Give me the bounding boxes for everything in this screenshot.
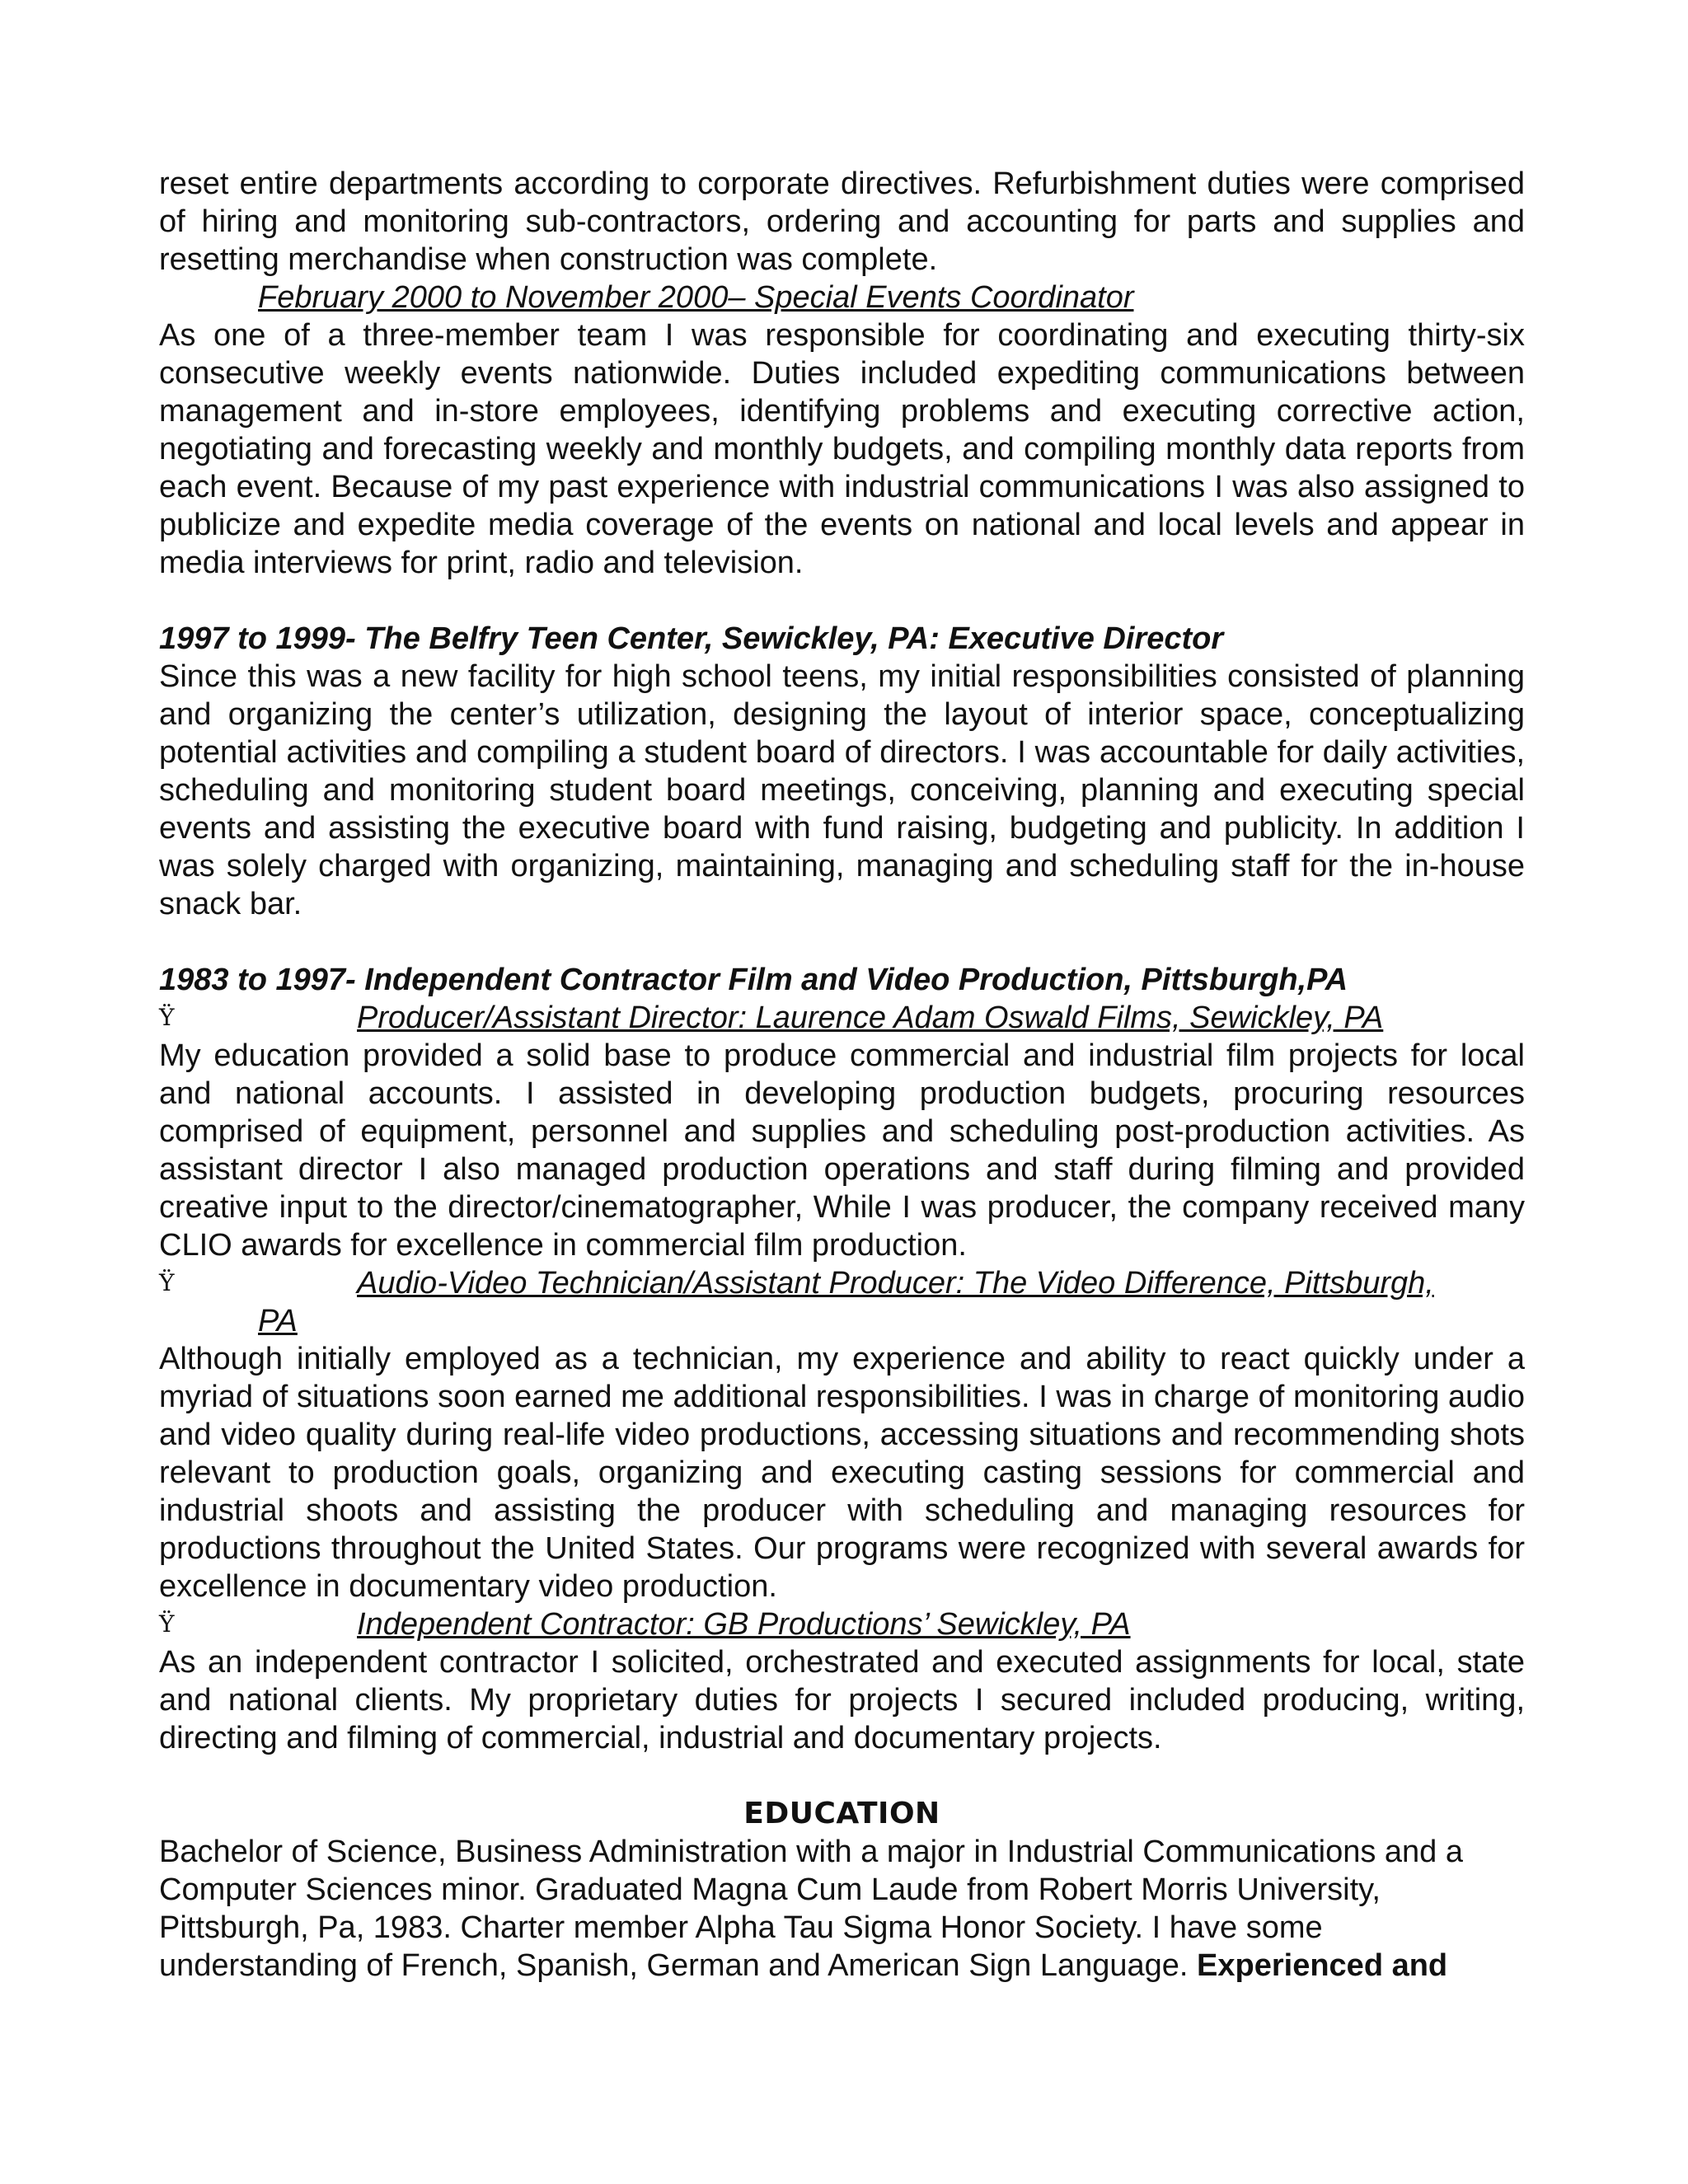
contractor-item-title: Independent Contractor: GB Productions’ Sewickley, PA [357,1607,1131,1642]
special-events-body: As one of a three-member team I was responsible for coordinating and executing thirty-six consecutive weekly events nationwide. Duties included expediting communications between management and in-store employees, identifying problems and executing corrective action, negotiating and forecasting weekly and monthly budgets, and compiling monthly data reports from each event. Because of my past experience with industrial communications I was also assigned to publicize and expedite media coverage of the events on national and local levels and appear in media interviews for print, radio and television. [159,318,1525,580]
belfry-body: Since this was a new facility for high school teens, my initial responsibilities consisted of planning and organizing the center’s utilization, designing the layout of interior space, conceptualizing potential activities and compiling a student board of directors. I was accountable for daily activities, scheduling and monitoring student board meetings, conceiving, planning and executing special events and assisting the executive board with fund raising, budgeting and publicity. In addition I was solely charged with organizing, maintaining, managing and scheduling staff for the in-house snack bar. [159,659,1525,921]
special-events-heading: February 2000 to November 2000– Special Events Coordinator [258,280,1134,315]
contractor-item-body: As an independent contractor I solicited, orchestrated and executed assignments for local, state and national clients. My proprietary duties for projects I secured included producing, writing, directing and filming of commercial, industrial and documentary projects. [159,1645,1525,1755]
bullet-icon: Ÿ [159,1269,175,1296]
contractor-item-body: Although initially employed as a technician, my experience and ability to react quickly under a myriad of situations soon earned me additional responsibilities. I was in charge of monitoring audio and video quality during real-life video productions, accessing situations and recommending shots relevant to production goals, organizing and executing casting sessions for commercial and industrial shoots and assisting the producer with scheduling and managing resources for productions throughout the United States. Our programs were recognized with several awards for excellence in documentary video production. [159,1342,1525,1604]
contractor-item-title: Audio-Video Technician/Assistant Producer: The Video Difference, Pittsburgh, [357,1266,1434,1301]
belfry-heading: 1997 to 1999- The Belfry Teen Center, Sewickley, PA: Executive Director [159,621,1224,656]
intro-paragraph: reset entire departments according to corporate directives. Refurbishment duties were comprised of hiring and monitoring sub-contractors, ordering and accounting for parts and supplies and resetting merchandise when construction was complete. [159,166,1525,277]
education-title: EDUCATION [743,1797,940,1830]
contractor-item-1-heading [159,999,1525,1037]
resume-page [159,165,1525,1985]
contractor-item-2-heading [159,1264,1525,1302]
education-body [159,1833,1525,1985]
contractor-item-title-continued: PA [258,1304,298,1338]
education-text: Bachelor of Science, Business Administration with a major in Industrial Communications and a Computer Sciences minor. Graduated Magna Cum Laude from Robert Morris University, Pittsburgh, Pa, 1983. Charter member Alpha Tau Sigma Honor Society. I have some understanding of French, Spanish, German and American Sign Language. [159,1835,1463,1983]
contractor-item-3-heading [159,1605,1525,1643]
contractor-item-body: My education provided a solid base to produce commercial and industrial film projects for local and national accounts. I assisted in developing production budgets, procuring resources comprised of equipment, personnel and supplies and scheduling post-production activities. As assistant director I also managed production operations and staff during filming and provided creative input to the director/cinematographer, While I was producer, the company received many CLIO awards for excellence in commercial film production. [159,1038,1525,1263]
contractor-item-title: Producer/Assistant Director: Laurence Adam Oswald Films, Sewickley, PA [357,1001,1384,1035]
bullet-icon: Ÿ [159,1610,175,1638]
contractor-heading: 1983 to 1997- Independent Contractor Film and Video Production, Pittsburgh,PA [159,963,1348,997]
bullet-icon: Ÿ [159,1004,175,1031]
education-trailing-bold: Experienced and [1197,1948,1448,1983]
